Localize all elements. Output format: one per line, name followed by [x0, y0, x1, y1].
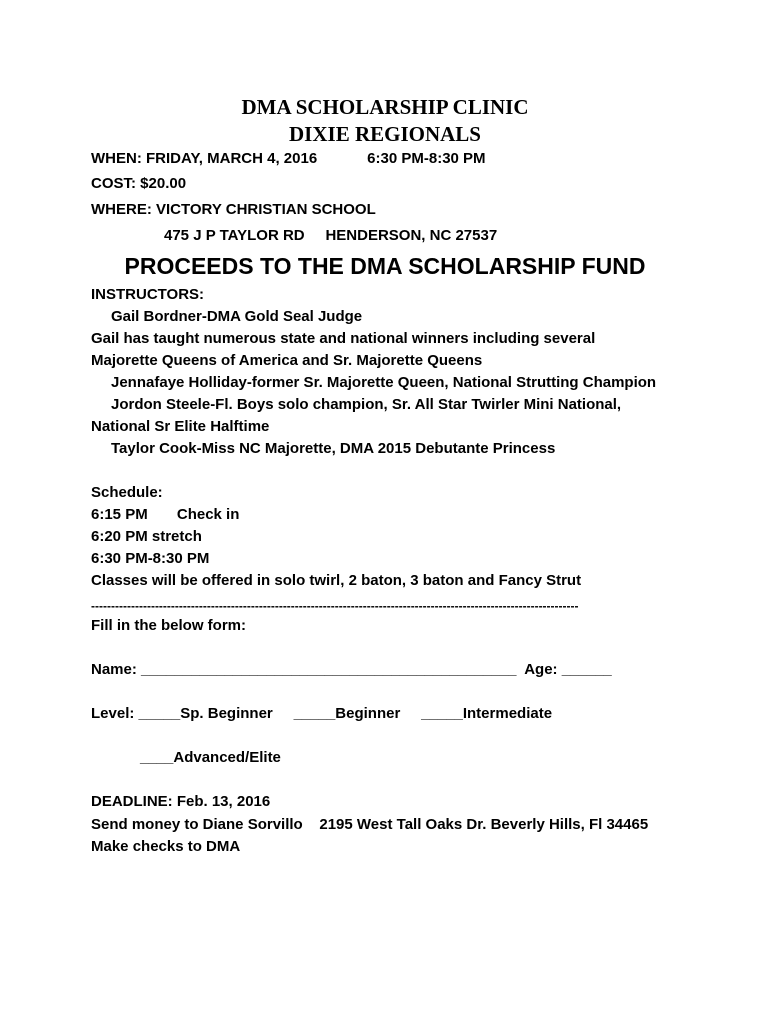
advanced-option: ____Advanced/Elite: [140, 749, 281, 766]
event-cost: COST: $20.00: [91, 175, 187, 192]
name-age-field: Name: _____________________________________________ Age: ______: [91, 661, 612, 678]
instructor-line: Gail has taught numerous state and national winners including several: [91, 330, 596, 347]
checks-payable: Make checks to DMA: [91, 838, 241, 855]
schedule-line: 6:15 PM Check in: [91, 506, 240, 523]
event-address: 475 J P TAYLOR RD HENDERSON, NC 27537: [164, 227, 498, 244]
level-options: Level: _____Sp. Beginner _____Beginner _____Intermediate: [91, 705, 553, 722]
instructor-line: Jordon Steele-Fl. Boys solo champion, Sr. All Star Twirler Mini National,: [111, 396, 622, 413]
payment-address: Send money to Diane Sorvillo 2195 West Tall Oaks Dr. Beverly Hills, Fl 34465: [91, 816, 649, 833]
instructor-line: National Sr Elite Halftime: [91, 418, 270, 435]
flyer-subtitle: DIXIE REGIONALS: [289, 122, 481, 146]
event-where: WHERE: VICTORY CHRISTIAN SCHOOL: [91, 201, 376, 218]
instructor-line: Taylor Cook-Miss NC Majorette, DMA 2015 Debutante Princess: [111, 440, 556, 457]
instructor-line: Gail Bordner-DMA Gold Seal Judge: [111, 308, 363, 325]
flyer-title: DMA SCHOLARSHIP CLINIC: [241, 95, 529, 119]
deadline: DEADLINE: Feb. 13, 2016: [91, 793, 271, 810]
event-when: WHEN: FRIDAY, MARCH 4, 2016 6:30 PM-8:30 PM: [91, 150, 486, 167]
schedule-line: 6:30 PM-8:30 PM: [91, 550, 210, 567]
form-intro: Fill in the below form:: [91, 617, 246, 634]
instructor-line: Majorette Queens of America and Sr. Majorette Queens: [91, 352, 483, 369]
schedule-line: Classes will be offered in solo twirl, 2 baton, 3 baton and Fancy Strut: [91, 572, 582, 589]
schedule-heading: Schedule:: [91, 484, 163, 501]
separator-line: --------------------------------------------------------------------------------------------------------------------------: [91, 599, 579, 613]
proceeds-heading: PROCEEDS TO THE DMA SCHOLARSHIP FUND: [124, 253, 646, 279]
instructors-heading: INSTRUCTORS:: [91, 286, 205, 303]
instructor-line: Jennafaye Holliday-former Sr. Majorette Queen, National Strutting Champion: [111, 374, 657, 391]
schedule-line: 6:20 PM stretch: [91, 528, 202, 545]
